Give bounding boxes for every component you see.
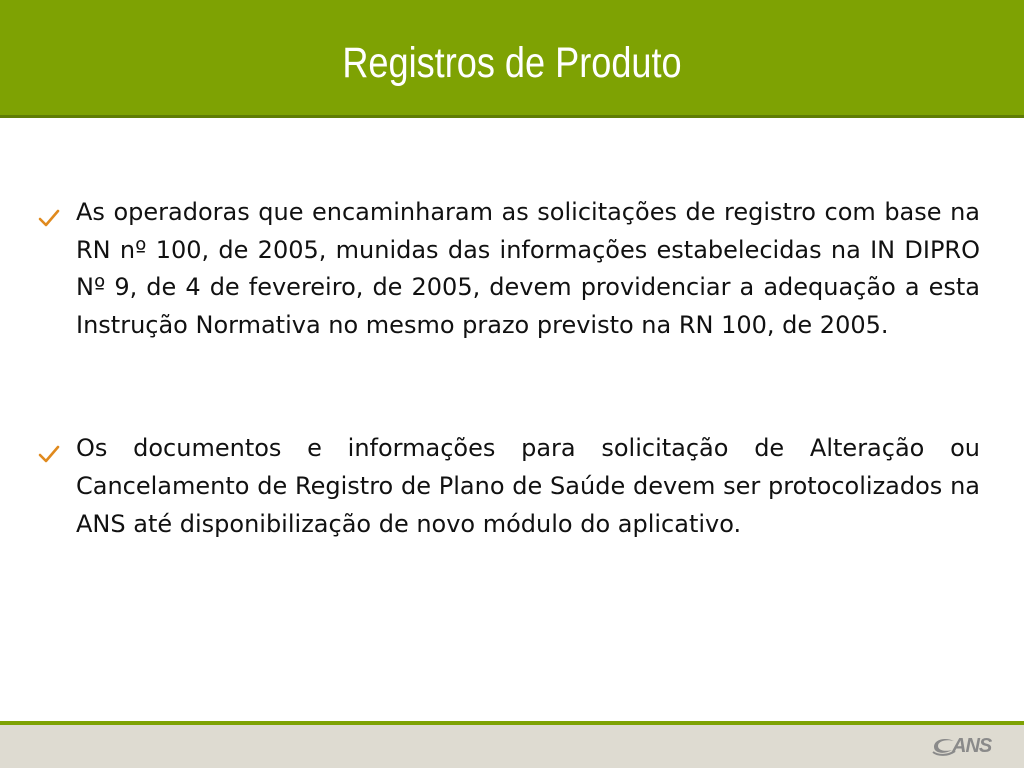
bullet-item [38,430,980,543]
checkmark-icon [38,438,60,458]
bullet-item [38,194,980,344]
logo-text: ANS [952,735,992,757]
footer-bar [0,725,1024,768]
bullet-list [38,194,980,543]
bullet-text: As operadoras que encaminharam as solicitações de registro com base na RN nº 100, de 2005, munidas das informações estabelecidas na IN DIPRO Nº 9, de 4 de fevereiro, de 2005, devem providenciar a adequação a esta Instrução Normativa no mesmo prazo previsto na RN 100, de 2005. [76,198,980,339]
slide-title: Registros de Produto [342,39,682,87]
title-bar [0,0,1024,118]
bullet-text: Os documentos e informações para solicitação de Alteração ou Cancelamento de Registro de Plano de Saúde devem ser protocolizados na ANS até disponibilização de novo módulo do aplicativo. [76,434,980,538]
checkmark-icon [38,202,60,222]
ans-logo [930,733,996,761]
